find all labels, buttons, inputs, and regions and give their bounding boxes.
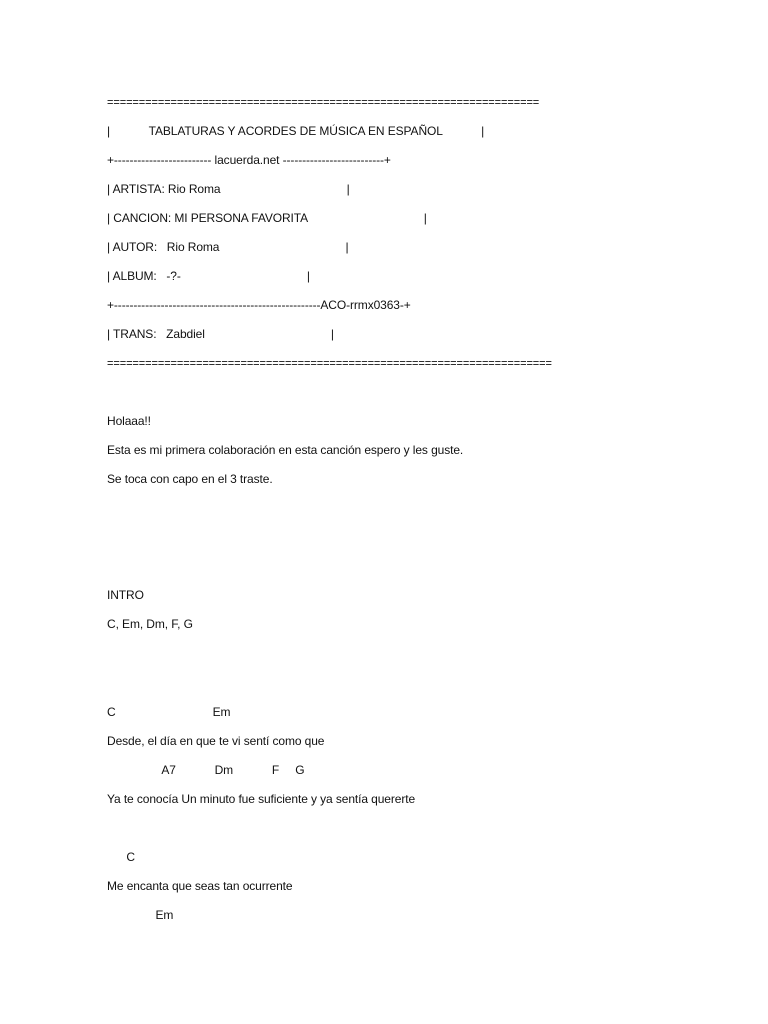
header-title-line: | TABLATURAS Y ACORDES DE MÚSICA EN ESPAÑOL | (107, 124, 485, 138)
header-author-line: | AUTOR: Rio Roma | (107, 240, 349, 254)
intro-chords: C, Em, Dm, F, G (107, 617, 193, 631)
header-trans-line: | TRANS: Zabdiel | (107, 327, 334, 341)
lyric-line-3: Me encanta que seas tan ocurrente (107, 879, 293, 893)
lyric-line-1: Desde, el día en que te vi sentí como que (107, 734, 325, 748)
header-code-line: +-----------------------------------------------------ACO-rrmx0363-+ (107, 298, 411, 312)
lyric-line-2: Ya te conocía Un minuto fue suficiente y ya sentía quererte (107, 792, 416, 806)
intro-label: INTRO (107, 588, 144, 602)
greeting-text: Holaaa!! (107, 414, 151, 428)
header-site-line: +------------------------- lacuerda.net --------------------------+ (107, 153, 391, 167)
chord-line-2: A7 Dm F G (107, 763, 305, 777)
chord-line-4: Em (107, 908, 174, 922)
header-rule-top: ==================================================================== (107, 95, 540, 109)
intro-note-line-1: Esta es mi primera colaboración en esta canción espero y les guste. (107, 443, 464, 457)
header-rule-bottom: ====================================================================== (107, 356, 552, 370)
header-artist-line: | ARTISTA: Rio Roma | (107, 182, 350, 196)
chord-line-3: C (107, 850, 135, 864)
header-album-line: | ALBUM: -?- | (107, 269, 310, 283)
chord-line-1: C Em (107, 705, 231, 719)
intro-note-line-2: Se toca con capo en el 3 traste. (107, 472, 273, 486)
header-song-line: | CANCION: MI PERSONA FAVORITA | (107, 211, 427, 225)
